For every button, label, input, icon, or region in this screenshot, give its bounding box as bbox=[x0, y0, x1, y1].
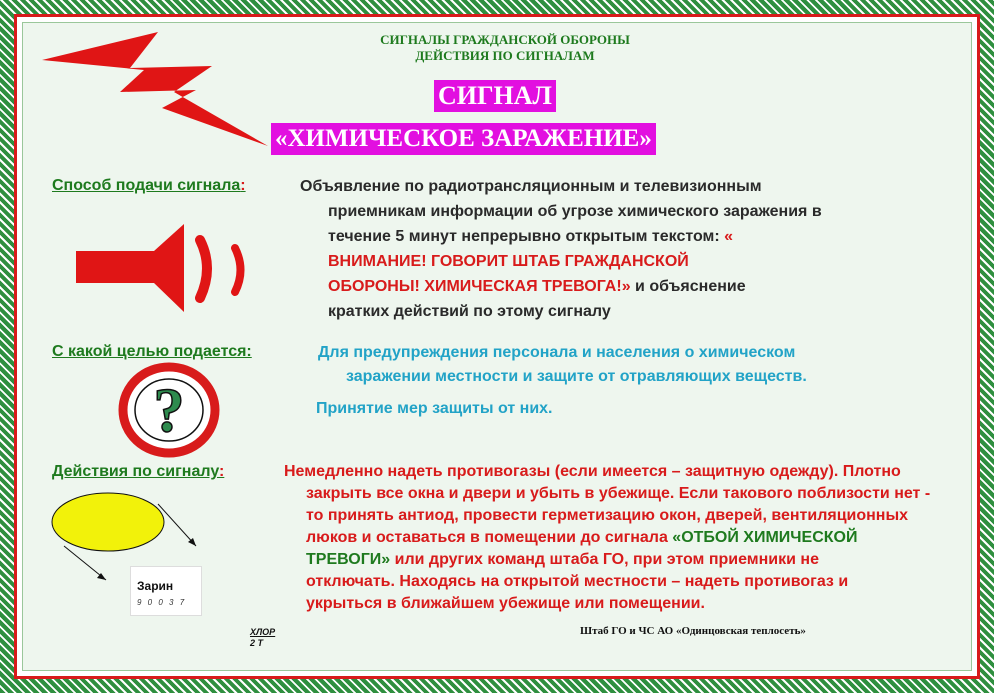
header bbox=[340, 32, 670, 64]
actions-line2: закрыть все окна и двери и убыть в убежище. Если такового поблизости нет - bbox=[306, 485, 931, 502]
method-line5: ОБОРОНЫ! ХИМИЧЕСКАЯ ТРЕВОГА!» и объяснение bbox=[328, 278, 746, 295]
actions-label: Действия по сигналу: bbox=[52, 463, 225, 480]
header-line2: ДЕЙСТВИЯ ПО СИГНАЛАМ bbox=[415, 48, 595, 63]
actions-line1: Немедленно надеть противогазы (если имеется – защитную одежду). Плотно bbox=[284, 463, 901, 480]
purpose-line2: заражении местности и защите от отравляющих веществ. bbox=[346, 368, 807, 385]
chlor-code: 2 Т bbox=[250, 638, 264, 648]
method-line4: ВНИМАНИЕ! ГОВОРИТ ШТАБ ГРАЖДАНСКОЙ bbox=[328, 253, 689, 270]
zarin-name: Зарин bbox=[137, 579, 174, 593]
question-icon bbox=[118, 361, 220, 459]
actions-line4: люков и оставаться в помещении до сигнала «ОТБОЙ ХИМИЧЕСКОЙ bbox=[306, 529, 858, 546]
method-line2: приемникам информации об угрозе химического заражения в bbox=[328, 203, 822, 220]
actions-line7: укрыться в ближайшем убежище или помещении. bbox=[306, 595, 705, 612]
method-line1: Объявление по радиотрансляционным и телевизионным bbox=[300, 178, 762, 195]
purpose-label: С какой целью подается: bbox=[52, 343, 252, 360]
header-line1: СИГНАЛЫ ГРАЖДАНСКОЙ ОБОРОНЫ bbox=[380, 32, 630, 47]
actions-line6: отключать. Находясь на открытой местности – надеть противогаз и bbox=[306, 573, 849, 590]
chlor-label bbox=[250, 627, 275, 649]
speaker-icon bbox=[72, 218, 262, 318]
purpose-line3: Принятие мер защиты от них. bbox=[316, 400, 553, 417]
actions-line5: ТРЕВОГИ» или других команд штаба ГО, при этом приемники не bbox=[306, 551, 819, 568]
actions-line3: то принять антиод, провести герметизацию окон, дверей, вентиляционных bbox=[306, 507, 909, 524]
title-line2: «ХИМИЧЕСКОЕ ЗАРАЖЕНИЕ» bbox=[271, 123, 656, 155]
title-line1: СИГНАЛ bbox=[434, 80, 556, 112]
purpose-line1: Для предупреждения персонала и населения о химическом bbox=[318, 344, 796, 361]
zarin-code: 9 0 0 3 7 bbox=[137, 598, 187, 607]
method-line3: течение 5 минут непрерывно открытым текстом: « bbox=[328, 228, 734, 245]
footer-credit: Штаб ГО и ЧС АО «Одинцовская теплосеть» bbox=[580, 625, 806, 637]
lightning-icon bbox=[42, 32, 270, 148]
method-label: Способ подачи сигнала: bbox=[52, 177, 246, 194]
svg-text:?: ? bbox=[153, 377, 185, 445]
method-line6: кратких действий по этому сигналу bbox=[328, 303, 611, 320]
chlor-name: ХЛОР bbox=[250, 627, 276, 637]
zarin-card bbox=[130, 566, 202, 616]
